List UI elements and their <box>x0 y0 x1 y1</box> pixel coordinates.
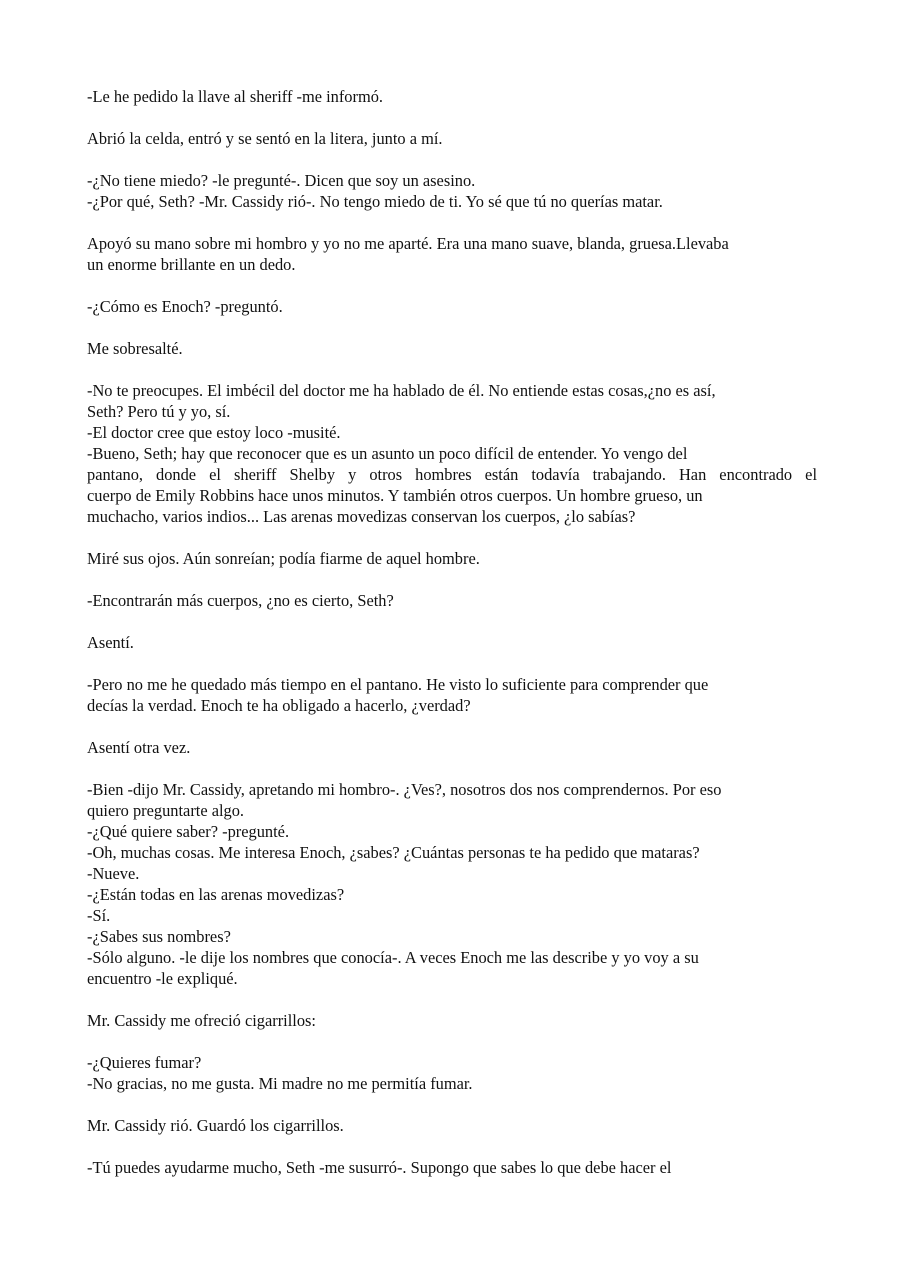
paragraph <box>87 1115 817 1136</box>
text-line: -Tú puedes ayudarme mucho, Seth -me susurró-. Supongo que sabes lo que debe hacer el <box>87 1158 672 1177</box>
text-line: -El doctor cree que estoy loco -musité. <box>87 423 341 442</box>
text-line: pantano, donde el sheriff Shelby y otros hombres están todavía trabajando. Han encontrado el <box>87 465 817 484</box>
text-line: -Sólo alguno. -le dije los nombres que conocía-. A veces Enoch me las describe y yo voy a su <box>87 948 699 967</box>
text-line: quiero preguntarte algo. <box>87 801 245 820</box>
paragraph <box>87 632 817 653</box>
paragraph <box>87 1052 817 1094</box>
text-line: -¿No tiene miedo? -le pregunté-. Dicen que soy un asesino. <box>87 171 476 190</box>
text-line: -¿Qué quiere saber? -pregunté. <box>87 822 290 841</box>
paragraph <box>87 590 817 611</box>
text-line: encuentro -le expliqué. <box>87 969 238 988</box>
text-line: Asentí. <box>87 633 134 652</box>
text-line: -Bueno, Seth; hay que reconocer que es un asunto un poco difícil de entender. Yo vengo del <box>87 444 688 463</box>
text-line: cuerpo de Emily Robbins hace unos minutos. Y también otros cuerpos. Un hombre grueso, un <box>87 486 703 505</box>
text-line: Apoyó su mano sobre mi hombro y yo no me aparté. Era una mano suave, blanda, gruesa.Llevaba <box>87 234 729 253</box>
text-line: -¿Cómo es Enoch? -preguntó. <box>87 297 283 316</box>
paragraph <box>87 128 817 149</box>
paragraph <box>87 779 817 989</box>
paragraph <box>87 170 817 212</box>
paragraph <box>87 233 817 275</box>
text-line: -¿Sabes sus nombres? <box>87 927 231 946</box>
paragraph <box>87 737 817 758</box>
paragraph <box>87 674 817 716</box>
text-line: -Encontrarán más cuerpos, ¿no es cierto, Seth? <box>87 591 394 610</box>
text-line: muchacho, varios indios... Las arenas movedizas conservan los cuerpos, ¿lo sabías? <box>87 507 636 526</box>
paragraph <box>87 1010 817 1031</box>
paragraph <box>87 548 817 569</box>
text-line: -¿Quieres fumar? <box>87 1053 202 1072</box>
text-line: Me sobresalté. <box>87 339 183 358</box>
text-line: un enorme brillante en un dedo. <box>87 255 296 274</box>
text-line: Seth? Pero tú y yo, sí. <box>87 402 231 421</box>
text-line: -¿Por qué, Seth? -Mr. Cassidy rió-. No tengo miedo de ti. Yo sé que tú no querías matar. <box>87 192 663 211</box>
text-line: Miré sus ojos. Aún sonreían; podía fiarme de aquel hombre. <box>87 549 480 568</box>
paragraph <box>87 86 817 107</box>
text-line: -No te preocupes. El imbécil del doctor me ha hablado de él. No entiende estas cosas,¿no es así, <box>87 381 716 400</box>
paragraph <box>87 380 817 527</box>
text-line: -Oh, muchas cosas. Me interesa Enoch, ¿sabes? ¿Cuántas personas te ha pedido que mataras? <box>87 843 700 862</box>
text-line: Asentí otra vez. <box>87 738 191 757</box>
text-line: -Sí. <box>87 906 111 925</box>
text-line: -No gracias, no me gusta. Mi madre no me permitía fumar. <box>87 1074 473 1093</box>
document-body <box>87 86 817 1199</box>
paragraph <box>87 1157 817 1178</box>
paragraph <box>87 296 817 317</box>
text-line: -Le he pedido la llave al sheriff -me informó. <box>87 87 383 106</box>
text-line: Mr. Cassidy me ofreció cigarrillos: <box>87 1011 316 1030</box>
text-line: Abrió la celda, entró y se sentó en la litera, junto a mí. <box>87 129 443 148</box>
paragraph <box>87 338 817 359</box>
text-line: -Bien -dijo Mr. Cassidy, apretando mi hombro-. ¿Ves?, nosotros dos nos comprendernos. Por eso <box>87 780 722 799</box>
text-line: -¿Están todas en las arenas movedizas? <box>87 885 345 904</box>
text-line: -Pero no me he quedado más tiempo en el pantano. He visto lo suficiente para comprender que <box>87 675 709 694</box>
text-line: -Nueve. <box>87 864 140 883</box>
text-line: decías la verdad. Enoch te ha obligado a hacerlo, ¿verdad? <box>87 696 471 715</box>
text-line: Mr. Cassidy rió. Guardó los cigarrillos. <box>87 1116 344 1135</box>
